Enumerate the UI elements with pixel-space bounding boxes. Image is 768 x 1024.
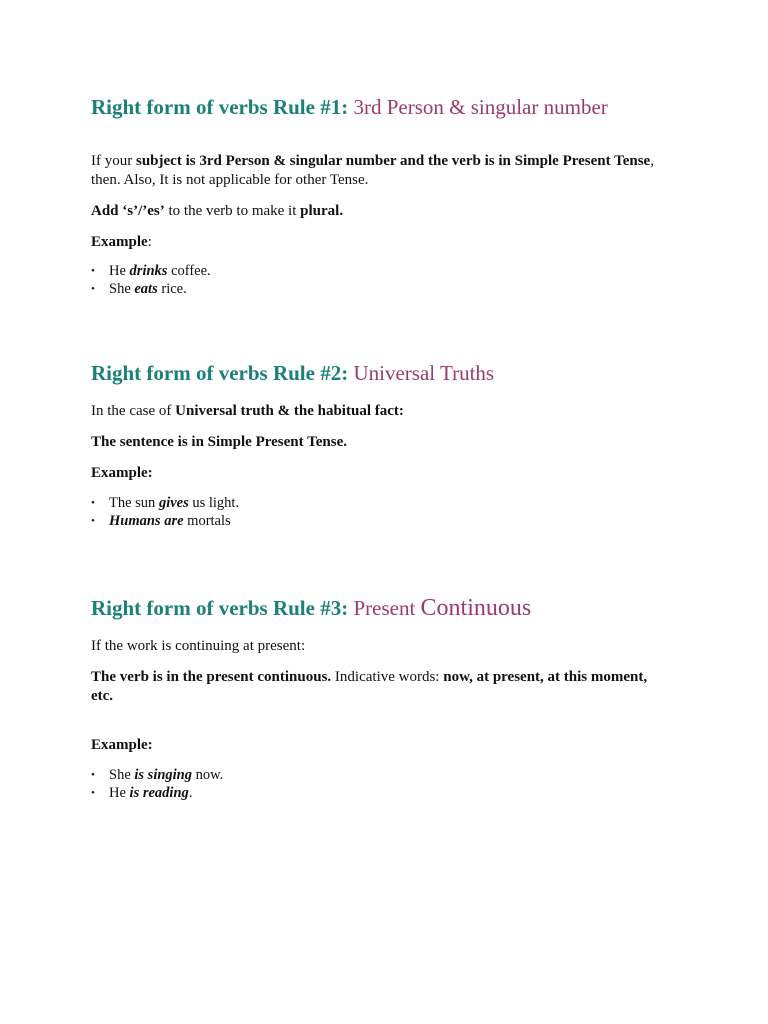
example-verb: is singing — [134, 767, 192, 783]
example-verb: is reading — [129, 785, 189, 801]
example-verb: Humans are — [109, 513, 184, 529]
rule2-intro — [91, 402, 671, 421]
rule1-example-colon: : — [147, 234, 152, 250]
rule2-heading — [91, 360, 671, 386]
rule3-heading — [91, 595, 671, 621]
list-item — [109, 766, 671, 784]
rule3-heading-prefix: Right form of verbs Rule #3: — [91, 596, 354, 620]
rule3-example-label — [91, 736, 671, 755]
rule2-sentence — [91, 433, 671, 452]
rule3-verb-a: The verb is in the present continuous. — [91, 669, 332, 685]
rule1-example-label — [91, 233, 671, 252]
rule1-intro-b: subject is 3rd Person & singular number and the verb is in Simple Present Tense — [136, 153, 651, 169]
example-verb: drinks — [129, 263, 168, 279]
rule1-heading — [91, 94, 671, 120]
example-pre: The sun — [109, 495, 159, 511]
example-pre: She — [109, 281, 135, 297]
rule2-example-word: Example: — [91, 465, 153, 481]
rule2-example-list — [91, 494, 671, 530]
rule1-example-word: Example — [91, 234, 148, 250]
rule2-example-label — [91, 464, 671, 483]
example-verb: gives — [158, 495, 189, 511]
rule1-add-a: Add ‘s’/’es’ — [91, 203, 165, 219]
list-item — [109, 512, 671, 530]
example-pre: He — [109, 785, 130, 801]
rule3-verb-rule — [91, 668, 671, 706]
rule3-verb-c: now, at present, at this moment, etc. — [91, 669, 648, 704]
rule1-intro — [91, 152, 671, 190]
rule1-heading-accent: 3rd Person & singular number — [353, 95, 608, 119]
list-item — [109, 784, 671, 802]
rule2-intro-a: In the case of — [91, 403, 176, 419]
example-post: . — [188, 785, 193, 801]
rule2-heading-prefix: Right form of verbs Rule #2: — [91, 361, 354, 385]
example-post: mortals — [183, 513, 231, 529]
rule3-heading-accent-a: Present — [353, 596, 421, 620]
rule1-intro-c: , then. Also, It is not applicable for other Tense. — [91, 153, 654, 188]
document-page — [91, 0, 671, 802]
rule3-intro-text: If the work is continuing at present: — [91, 638, 306, 654]
example-post: us light. — [188, 495, 240, 511]
rule1-example-list — [91, 262, 671, 298]
example-post: rice. — [157, 281, 187, 297]
rule1-intro-a: If your — [91, 153, 136, 169]
rule2-intro-b: Universal truth & the habitual fact: — [175, 403, 404, 419]
rule1-add-b: to the verb to make it — [164, 203, 301, 219]
rule3-intro — [91, 637, 671, 656]
rule2-heading-accent: Universal Truths — [353, 361, 495, 385]
example-verb: eats — [134, 281, 158, 297]
example-pre: He — [109, 263, 130, 279]
list-item — [109, 494, 671, 512]
example-pre: She — [109, 767, 135, 783]
rule1-add-c: plural. — [300, 203, 344, 219]
rule1-heading-prefix: Right form of verbs Rule #1: — [91, 95, 354, 119]
rule2-sentence-text: The sentence is in Simple Present Tense. — [91, 434, 347, 450]
rule3-heading-accent-b: Continuous — [420, 595, 532, 621]
rule3-example-word: Example: — [91, 737, 153, 753]
example-post: coffee. — [167, 263, 211, 279]
list-item — [109, 262, 671, 280]
example-post: now. — [192, 767, 224, 783]
rule3-verb-b: Indicative words: — [331, 669, 444, 685]
rule1-add-rule — [91, 202, 671, 221]
rule3-example-list — [91, 766, 671, 802]
list-item — [109, 280, 671, 298]
